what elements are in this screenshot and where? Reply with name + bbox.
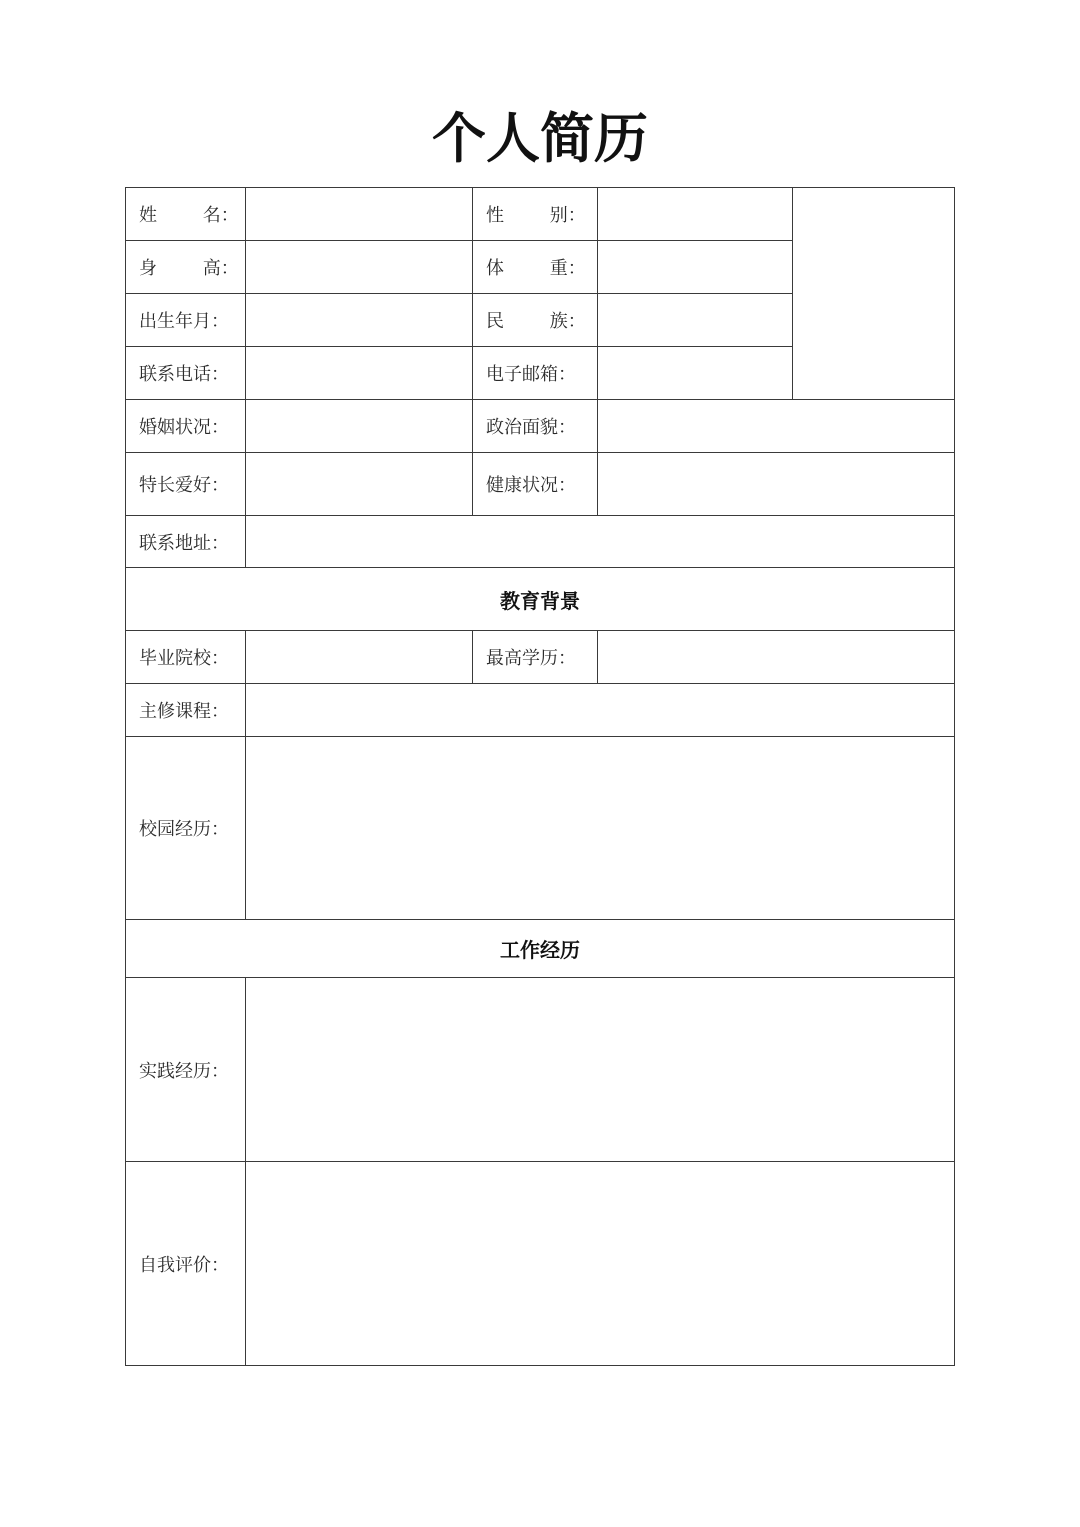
- address-label: 联系地址：: [125, 515, 246, 568]
- degree-label: 最高学历：: [472, 630, 598, 684]
- ethnicity-label: 民 族：: [472, 293, 598, 347]
- height-field[interactable]: [245, 240, 473, 294]
- resume-table: [125, 187, 955, 1366]
- ethnicity-field[interactable]: [597, 293, 793, 347]
- photo-box[interactable]: [792, 187, 955, 400]
- practice-field[interactable]: [245, 977, 955, 1162]
- school-label: 毕业院校：: [125, 630, 246, 684]
- education-section-title: 教育背景: [125, 567, 955, 631]
- degree-field[interactable]: [597, 630, 955, 684]
- courses-label: 主修课程：: [125, 683, 246, 737]
- campus-label: 校园经历：: [125, 736, 246, 920]
- birth-label: 出生年月：: [125, 293, 246, 347]
- name-label: 姓 名：: [125, 187, 246, 241]
- work-section-title: 工作经历: [125, 919, 955, 978]
- health-label: 健康状况：: [472, 452, 598, 516]
- political-label: 政治面貌：: [472, 399, 598, 453]
- marital-label: 婚姻状况：: [125, 399, 246, 453]
- self-eval-label: 自我评价：: [125, 1161, 246, 1366]
- campus-field[interactable]: [245, 736, 955, 920]
- name-field[interactable]: [245, 187, 473, 241]
- self-eval-field[interactable]: [245, 1161, 955, 1366]
- courses-field[interactable]: [245, 683, 955, 737]
- weight-label: 体 重：: [472, 240, 598, 294]
- email-field[interactable]: [597, 346, 793, 400]
- marital-field[interactable]: [245, 399, 473, 453]
- height-label: 身 高：: [125, 240, 246, 294]
- school-field[interactable]: [245, 630, 473, 684]
- hobbies-field[interactable]: [245, 452, 473, 516]
- gender-label: 性 别：: [472, 187, 598, 241]
- practice-label: 实践经历：: [125, 977, 246, 1162]
- birth-field[interactable]: [245, 293, 473, 347]
- hobbies-label: 特长爱好：: [125, 452, 246, 516]
- gender-field[interactable]: [597, 187, 793, 241]
- political-field[interactable]: [597, 399, 955, 453]
- health-field[interactable]: [597, 452, 955, 516]
- address-field[interactable]: [245, 515, 955, 568]
- email-label: 电子邮箱：: [472, 346, 598, 400]
- page-title: 个人简历: [432, 106, 648, 170]
- phone-field[interactable]: [245, 346, 473, 400]
- weight-field[interactable]: [597, 240, 793, 294]
- phone-label: 联系电话：: [125, 346, 246, 400]
